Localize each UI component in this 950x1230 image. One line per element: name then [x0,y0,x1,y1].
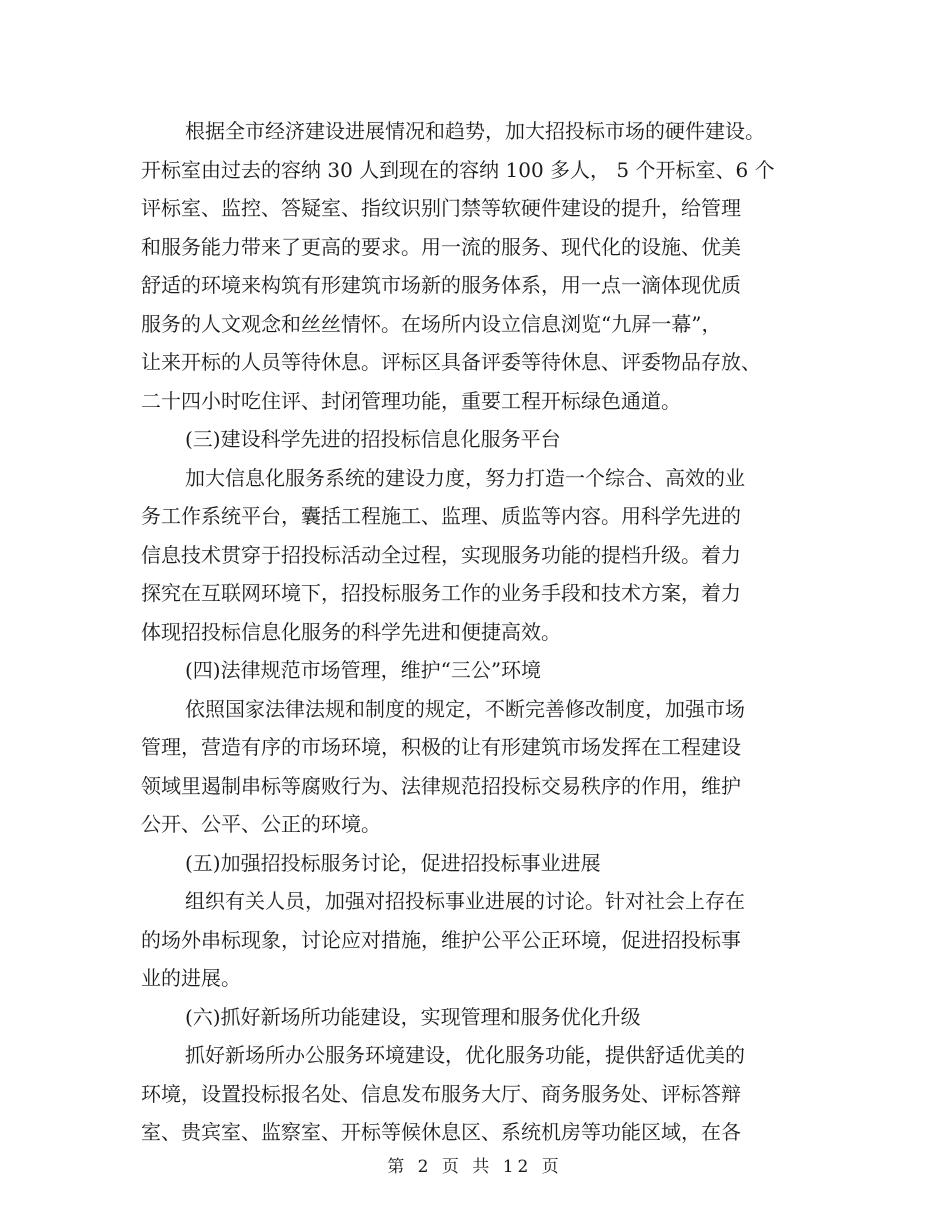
section-heading: (五)加强招投标服务讨论，促进招投标事业进展 [185,850,601,875]
page-footer: 第 2 页 共 12 页 [387,1157,563,1177]
paragraph-line: 根据全市经济建设进展情况和趋势，加大招投标市场的硬件建设。 [185,119,765,143]
paragraph-line: 组织有关人员，加强对招投标事业进展的讨论。针对社会上存在 [185,889,745,913]
paragraph-line: 依照国家法律法规和制度的规定，不断完善修改制度，加强市场 [185,696,745,721]
section-heading: (三)建设科学先进的招投标信息化服务平台 [185,427,561,451]
paragraph-line: 管理，营造有序的市场环境，积极的让有形建筑市场发挥在工程建设 [141,735,741,759]
paragraph-line: 让来开标的人员等待休息。评标区具备评委等待休息、评委物品存放、 [141,350,761,374]
paragraph-line: 舒适的环境来构筑有形建筑市场新的服务体系，用一点一滴体现优质 [141,273,741,297]
paragraph-line: 领域里遏制串标等腐败行为、法律规范招投标交易秩序的作用，维护 [141,773,741,798]
paragraph-line: 和服务能力带来了更高的要求。用一流的服务、现代化的设施、优美 [141,234,741,259]
paragraph-line: 加大信息化服务系统的建设力度，努力打造一个综合、高效的业 [185,465,745,490]
section-heading: (四)法律规范市场管理，维护“三公”环境 [185,658,542,682]
paragraph-line: 二十四小时吃住评、封闭管理功能，重要工程开标绿色通道。 [141,388,681,413]
paragraph-line: 体现招投标信息化服务的科学先进和便捷高效。 [141,619,561,644]
paragraph-line: 务工作系统平台，囊括工程施工、监理、质监等内容。用科学先进的 [141,504,741,528]
paragraph-line: 公开、公平、公正的环境。 [141,812,381,836]
paragraph-line: 抓好新场所办公服务环境建设，优化服务功能，提供舒适优美的 [185,1043,745,1067]
paragraph-line: 的场外串标现象，讨论应对措施，维护公平公正环境，促进招投标事 [141,927,741,952]
paragraph-line: 信息技术贯穿于招投标活动全过程，实现服务功能的提档升级。着力 [141,542,741,567]
paragraph-line: 业的进展。 [141,966,241,990]
paragraph-line: 环境，设置投标报名处、信息发布服务大厅、商务服务处、评标答辩 [141,1081,741,1106]
paragraph-line: 开标室由过去的容纳 30 人到现在的容纳 100 多人， 5 个开标室、6 个 [141,157,775,182]
paragraph-line: 服务的人文观念和丝丝情怀。在场所内设立信息浏览“九屏一幕”， [141,311,722,336]
paragraph-line: 评标室、监控、答疑室、指纹识别门禁等软硬件建设的提升，给管理 [141,196,741,220]
document-body [141,112,813,1152]
section-heading: (六)抓好新场所功能建设，实现管理和服务优化升级 [185,1004,641,1029]
paragraph-line: 探究在互联网环境下，招投标服务工作的业务手段和技术方案，着力 [141,581,741,605]
paragraph-line: 室、贵宾室、监察室、开标等候休息区、系统机房等功能区域，在各 [141,1120,741,1144]
